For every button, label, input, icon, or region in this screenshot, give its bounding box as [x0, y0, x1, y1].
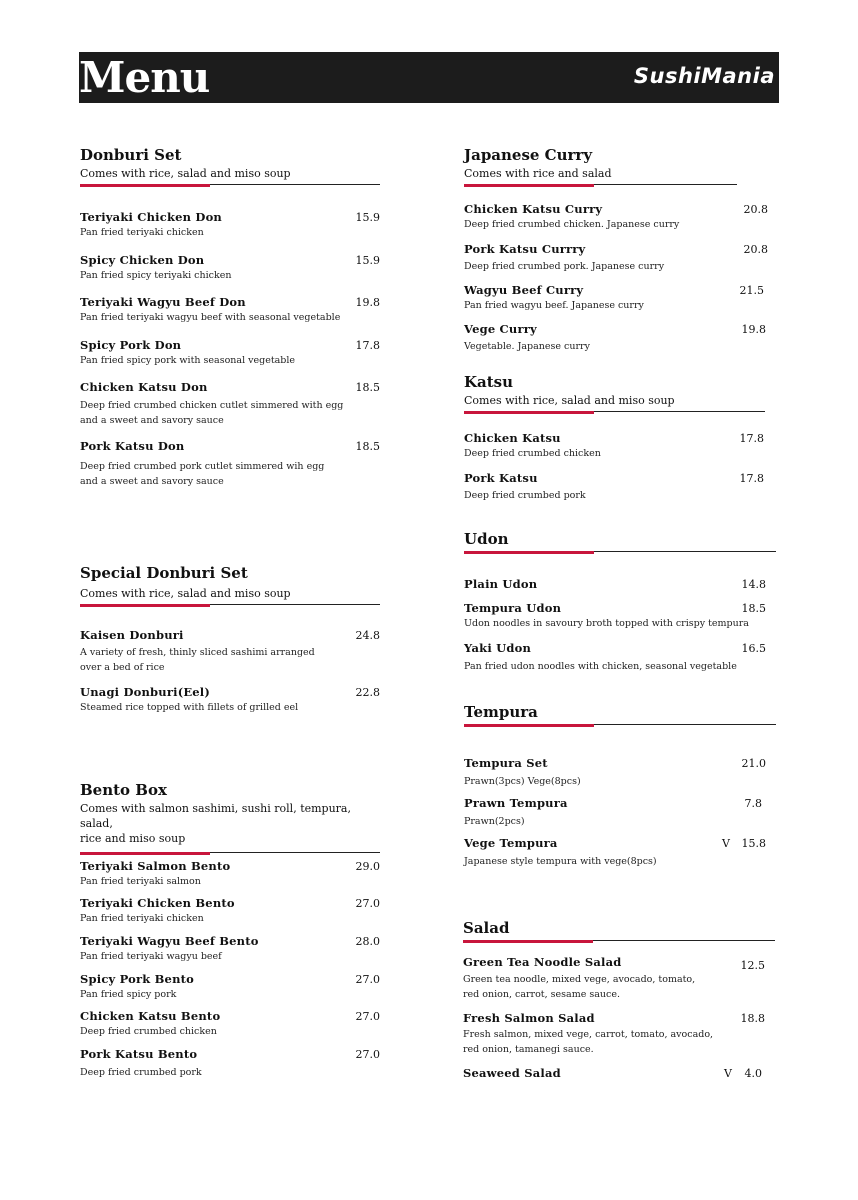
menu-item [464, 601, 766, 631]
item-price: 19.8 [741, 323, 766, 336]
section-divider [463, 940, 775, 943]
item-name: Chicken Katsu Don [80, 380, 208, 394]
item-name: Pork Katsu Currry [464, 242, 586, 256]
item-description: Pan fried spicy teriyaki chicken [80, 270, 232, 281]
menu-item [80, 972, 380, 1002]
item-price: 18.5 [741, 602, 766, 615]
section-bento-box [80, 781, 380, 855]
item-description: and a sweet and savory sauce [80, 476, 224, 487]
item-description: Pan fried spicy pork [80, 989, 177, 1000]
item-price: 17.8 [739, 432, 764, 445]
item-description: Prawn(3pcs) Vege(8pcs) [464, 776, 581, 787]
item-description: Deep fried crumbed chicken. Japanese curry [464, 219, 680, 230]
item-price: 29.0 [355, 860, 380, 873]
menu-title: Menu [79, 53, 210, 102]
item-name: Teriyaki Wagyu Beef Don [80, 295, 246, 309]
menu-header-bar [79, 52, 779, 103]
menu-item [464, 796, 762, 829]
accent-bar [464, 724, 594, 727]
section-subtitle: Comes with rice and salad [464, 167, 612, 180]
section-divider [80, 852, 380, 855]
brand-logo: SushiMania [633, 64, 775, 88]
item-price: 15.9 [355, 254, 380, 267]
item-name: Pork Katsu [464, 471, 538, 485]
item-name: Teriyaki Wagyu Beef Bento [80, 934, 259, 948]
item-name: Tempura Udon [464, 601, 562, 615]
section-title: Bento Box [80, 781, 167, 799]
item-price: 27.0 [355, 1048, 380, 1061]
item-name: Tempura Set [464, 756, 548, 770]
section-title: Tempura [464, 703, 538, 721]
menu-item [464, 577, 766, 592]
item-description: Deep fried crumbed pork [80, 1067, 202, 1078]
menu-item [80, 934, 380, 964]
menu-item [464, 322, 766, 354]
menu-item [80, 1009, 380, 1039]
item-price: 27.0 [355, 973, 380, 986]
menu-item [463, 1066, 762, 1081]
item-price: 21.5 [739, 284, 764, 297]
item-description: Deep fried crumbed pork cutlet simmered wih egg [80, 461, 325, 472]
item-description: and a sweet and savory sauce [80, 415, 224, 426]
section-divider [80, 604, 380, 607]
section-divider [80, 184, 380, 187]
item-description: A variety of fresh, thinly sliced sashimi arranged [80, 647, 315, 658]
section-donburi-set [80, 146, 380, 187]
section-subtitle: Comes with rice, salad and miso soup [464, 394, 675, 407]
section-subtitle-line-2: rice and miso soup [80, 832, 186, 845]
menu-item [463, 955, 765, 1002]
accent-bar [464, 184, 594, 187]
section-divider [464, 551, 776, 554]
section-subtitle: Comes with rice, salad and miso soup [80, 587, 291, 600]
item-price: 19.8 [355, 296, 380, 309]
item-price: 15.9 [355, 211, 380, 224]
section-divider [464, 724, 776, 727]
section-subtitle: Comes with rice, salad and miso soup [80, 167, 291, 180]
item-description: Deep fried crumbed pork [464, 490, 586, 501]
item-price: 28.0 [355, 935, 380, 948]
menu-item [80, 685, 380, 715]
item-price: 14.8 [741, 578, 766, 591]
item-name: Chicken Katsu Curry [464, 202, 603, 216]
accent-bar [463, 940, 593, 943]
menu-item [80, 253, 380, 283]
menu-item [80, 896, 380, 926]
menu-item [80, 295, 380, 325]
item-description: Pan fried wagyu beef. Japanese curry [464, 300, 644, 311]
item-name: Vege Tempura [464, 836, 558, 850]
section-title: Donburi Set [80, 146, 182, 164]
section-tempura [464, 703, 776, 727]
item-price: 27.0 [355, 1010, 380, 1023]
item-description: Udon noodles in savoury broth topped with crispy tempura [464, 618, 749, 629]
menu-item [464, 431, 764, 461]
section-udon [464, 530, 776, 554]
item-description: Pan fried spicy pork with seasonal vegetable [80, 355, 296, 366]
menu-item [463, 1011, 765, 1057]
item-price: 18.8 [740, 1012, 765, 1025]
item-description: Deep fried crumbed chicken [80, 1026, 217, 1037]
menu-item [464, 756, 766, 789]
item-description: Vegetable. Japanese curry [464, 341, 590, 352]
item-description: Pan fried udon noodles with chicken, seasonal vegetable [464, 661, 737, 672]
item-name: Unagi Donburi(Eel) [80, 685, 211, 699]
item-description: red onion, carrot, sesame sauce. [463, 989, 620, 1000]
item-price: 18.5 [355, 440, 380, 453]
item-price: 17.8 [739, 472, 764, 485]
section-japanese-curry [464, 146, 737, 187]
section-subtitle: Comes with salmon sashimi, sushi roll, tempura, salad, [80, 802, 351, 830]
item-price: 22.8 [355, 686, 380, 699]
item-name: Prawn Tempura [464, 796, 568, 810]
accent-bar [464, 411, 594, 414]
item-name: Teriyaki Chicken Bento [80, 896, 235, 910]
menu-item [464, 471, 764, 503]
item-name: Teriyaki Salmon Bento [80, 859, 231, 873]
item-description: Steamed rice topped with fillets of grilled eel [80, 702, 299, 713]
item-name: Chicken Katsu [464, 431, 561, 445]
item-description: Pan fried teriyaki chicken [80, 913, 204, 924]
item-description: Pan fried teriyaki wagyu beef [80, 951, 222, 962]
item-description: over a bed of rice [80, 662, 165, 673]
menu-item [464, 283, 764, 313]
item-description: Pan fried teriyaki wagyu beef with seasonal vegetable [80, 312, 341, 323]
item-price: 16.5 [741, 642, 766, 655]
item-name: Wagyu Beef Curry [464, 283, 584, 297]
item-name: Seaweed Salad [463, 1066, 561, 1080]
item-name: Pork Katsu Bento [80, 1047, 198, 1061]
menu-item [80, 439, 380, 489]
menu-item [80, 628, 380, 675]
item-description: Pan fried teriyaki salmon [80, 876, 201, 887]
section-title: Katsu [464, 373, 514, 391]
item-name: Chicken Katsu Bento [80, 1009, 221, 1023]
item-price: 4.0 [744, 1067, 762, 1080]
menu-item [80, 380, 380, 428]
item-price: 20.8 [743, 243, 768, 256]
item-price: 15.8 [741, 837, 766, 850]
item-name: Green Tea Noodle Salad [463, 955, 622, 969]
item-name: Spicy Pork Don [80, 338, 182, 352]
section-divider [464, 184, 737, 187]
item-description: Prawn(2pcs) [464, 816, 525, 827]
item-name: Kaisen Donburi [80, 628, 184, 642]
item-name: Pork Katsu Don [80, 439, 185, 453]
item-description: Fresh salmon, mixed vege, carrot, tomato, avocado, [463, 1029, 714, 1040]
section-title: Special Donburi Set [80, 564, 248, 582]
vegetarian-tag: V [724, 1067, 732, 1080]
item-price: 21.0 [741, 757, 766, 770]
section-salad [463, 919, 775, 943]
accent-bar [464, 551, 594, 554]
item-name: Plain Udon [464, 577, 538, 591]
item-description: Japanese style tempura with vege(8pcs) [464, 856, 657, 867]
section-title: Udon [464, 530, 509, 548]
item-description: Deep fried crumbed chicken cutlet simmered with egg [80, 400, 344, 411]
accent-bar [80, 184, 210, 187]
menu-item [464, 836, 766, 869]
item-price: 17.8 [355, 339, 380, 352]
menu-item [464, 202, 768, 232]
accent-bar [80, 604, 210, 607]
section-divider [464, 411, 765, 414]
section-title: Japanese Curry [464, 146, 593, 164]
item-description: Deep fried crumbed chicken [464, 448, 601, 459]
item-description: Pan fried teriyaki chicken [80, 227, 204, 238]
menu-item [464, 242, 768, 274]
item-description: red onion, tamanegi sauce. [463, 1044, 594, 1055]
item-name: Vege Curry [464, 322, 537, 336]
menu-item [464, 641, 766, 674]
item-name: Yaki Udon [464, 641, 532, 655]
item-price: 12.5 [740, 959, 765, 972]
section-title: Salad [463, 919, 510, 937]
item-name: Spicy Chicken Don [80, 253, 205, 267]
item-price: 20.8 [743, 203, 768, 216]
item-name: Spicy Pork Bento [80, 972, 195, 986]
item-price: 7.8 [744, 797, 762, 810]
menu-item [80, 1047, 380, 1080]
item-name: Teriyaki Chicken Don [80, 210, 222, 224]
item-name: Fresh Salmon Salad [463, 1011, 595, 1025]
vegetarian-tag: V [722, 837, 730, 850]
menu-item [80, 859, 380, 889]
item-description: Green tea noodle, mixed vege, avocado, tomato, [463, 974, 696, 985]
item-price: 18.5 [355, 381, 380, 394]
item-price: 24.8 [355, 629, 380, 642]
item-price: 27.0 [355, 897, 380, 910]
menu-item [80, 210, 380, 240]
menu-item [80, 338, 380, 368]
section-special-donburi-set [80, 564, 380, 607]
item-description: Deep fried crumbed pork. Japanese curry [464, 261, 665, 272]
section-katsu [464, 373, 765, 414]
accent-bar [80, 852, 210, 855]
